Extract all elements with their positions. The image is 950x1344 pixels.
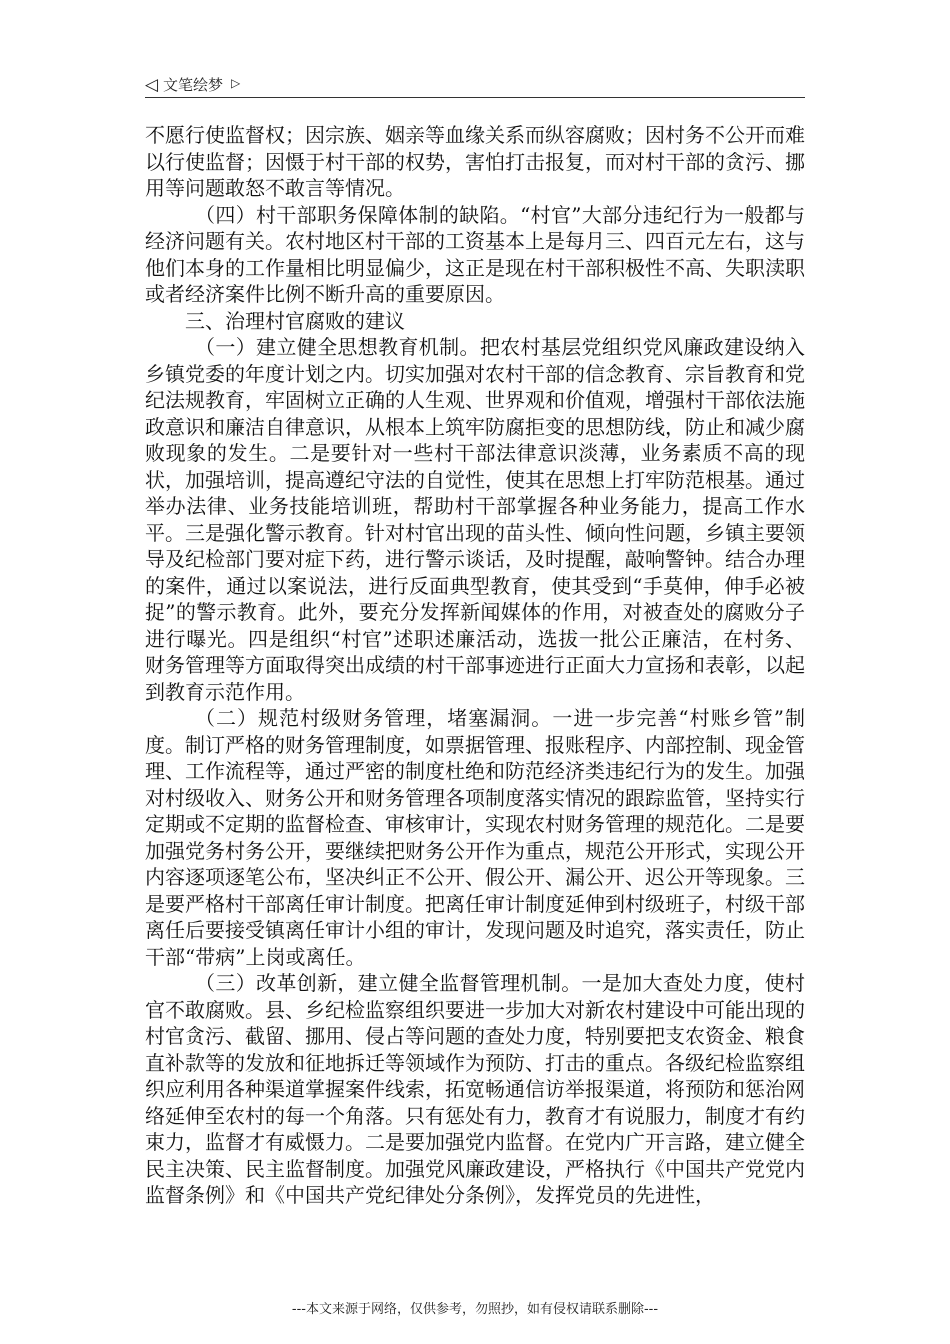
header-title: 文笔绘梦 [163, 76, 224, 94]
section-heading: 三、治理村官腐败的建议 [185, 308, 405, 333]
page-header [145, 73, 805, 97]
paragraph-suggestion-2: （二）规范村级财务管理，堵塞漏洞。一进一步完善“村账乡管”制度。制订严格的财务管理制度，如票据管理、报账程序、内部控制、现金管理、工作流程等，通过严密的制度杜绝和防范经济类违纪行为的发生。加强对村级收入、财务公开和财务管理各项制度落实情况的跟踪监管，坚持实行定期或不定期的监督检查、审核审计，实现农村财务管理的规范化。二是要加强党务村务公开，要继续把财务公开作为重点，规范公开形式，实现公开内容逐项逐笔公布，坚决纠正不公开、假公开、漏公开、迟公开等现象。三是要严格村干部离任审计制度。把离任审计制度延伸到村级班子，村级干部离任后要接受镇离任审计小组的审计，发现问题及时追究，落实责任，防止干部“带病”上岗或离任。 [145, 706, 805, 969]
triangle-left-icon: ◁ [145, 75, 159, 95]
triangle-right-icon: ▷ [231, 76, 241, 90]
paragraph-suggestion-3: （三）改革创新，建立健全监督管理机制。一是加大查处力度，使村官不敢腐败。县、乡纪检监察组织要进一步加大对新农村建设中可能出现的村官贪污、截留、挪用、侵占等问题的查处力度，特别要把支农资金、粮食直补款等的发放和征地拆迁等领域作为预防、打击的重点。各级纪检监察组织应利用各种渠道掌握案件线索，拓宽畅通信访举报渠道，将预防和惩治网络延伸至农村的每一个角落。只有惩处有力，教育才有说服力，制度才有约束力，监督才有威慑力。二是要加强党内监督。在党内广开言路，建立健全民主决策、民主监督制度。加强党风廉政建设，严格执行《中国共产党党内监督条例》和《中国共产党纪律处分条例》，发挥党员的先进性， [145, 971, 805, 1207]
page-footer: ---本文来源于网络，仅供参考，勿照抄，如有侵权请联系删除--- [291, 1302, 659, 1317]
document-body [145, 122, 805, 1209]
paragraph-section-4: （四）村干部职务保障体制的缺陷。“村官”大部分违纪行为一般都与经济问题有关。农村地区村干部的工资基本上是每月三、四百元左右，这与他们本身的工作量相比明显偏少，这正是现在村干部积极性不高、失职渎职或者经济案件比例不断升高的重要原因。 [145, 202, 805, 306]
paragraph-suggestion-1: （一）建立健全思想教育机制。把农村基层党组织党风廉政建设纳入乡镇党委的年度计划之内。切实加强对农村干部的信念教育、宗旨教育和党纪法规教育，牢固树立正确的人生观、世界观和价值观，增强村干部依法施政意识和廉洁自律意识，从根本上筑牢防腐拒变的思想防线，防止和减少腐败现象的发生。二是要针对一些村干部法律意识淡薄，业务素质不高的现状，加强培训，提高遵纪守法的自觉性，使其在思想上打牢防范根基。通过举办法律、业务技能培训班，帮助村干部掌握各种业务能力，提高工作水平。三是强化警示教育。针对村官出现的苗头性、倾向性问题，乡镇主要领导及纪检部门要对症下药，进行警示谈话，及时提醒，敲响警钟。结合办理的案件，通过以案说法，进行反面典型教育，使其受到“手莫伸，伸手必被捉”的警示教育。此外，要充分发挥新闻媒体的作用，对被查处的腐败分子进行曝光。四是组织“村官”述职述廉活动，选拔一批公正廉洁，在村务、财务管理等方面取得突出成绩的村干部事迹进行正面大力宣扬和表彰，以起到教育示范作用。 [145, 335, 805, 704]
paragraph-continuation: 不愿行使监督权；因宗族、姻亲等血缘关系而纵容腐败；因村务不公开而难以行使监督；因慑于村干部的权势，害怕打击报复，而对村干部的贪污、挪用等问题敢怒不敢言等情况。 [145, 123, 805, 200]
header-divider [145, 97, 805, 98]
